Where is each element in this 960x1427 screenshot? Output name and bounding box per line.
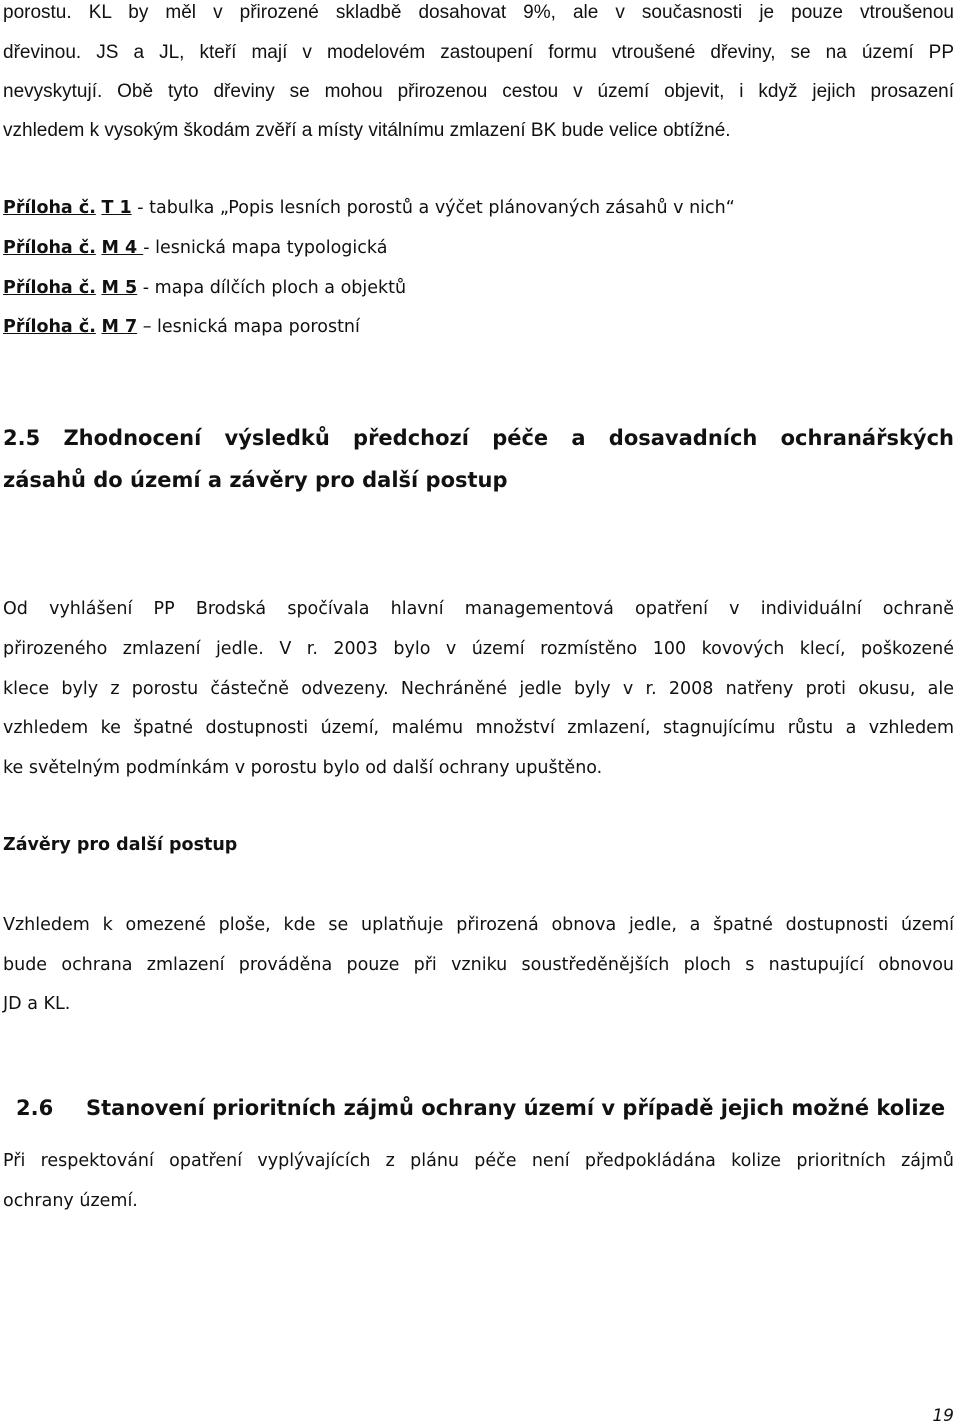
attachment-prefix: Příloha č. — [3, 198, 96, 218]
attachment-item — [3, 316, 360, 338]
conclusion-line: JD a KL. — [3, 994, 71, 1014]
attachment-code: M 5 — [101, 278, 138, 298]
conclusions-subheading: Závěry pro další postup — [3, 835, 238, 855]
section-2-5-paragraph-line: ke světelným podmínkám v porostu bylo od další ochrany upuštěno. — [3, 758, 603, 778]
section-title: Stanovení prioritních zájmů ochrany území v případě jejich možné kolize — [86, 1096, 946, 1120]
attachment-separator: – — [137, 317, 158, 337]
section-2-5-paragraph-line: vzhledem ke špatné dostupnosti území, malému množství zmlazení, stagnujícímu růstu a vzhledem — [3, 718, 954, 738]
section-2-5-paragraph-line: přirozeného zmlazení jedle. V r. 2003 bylo v území rozmístěno 100 kovových klecí, poškozené — [3, 639, 954, 659]
conclusion-line: Vzhledem k omezené ploše, kde se uplatňuje přirozená obnova jedle, a špatné dostupnosti území — [3, 915, 954, 935]
section-heading-2-6 — [3, 1095, 954, 1121]
attachment-separator: - — [131, 198, 150, 218]
section-heading-2-5-line-2: zásahů do území a závěry pro další postup — [3, 468, 508, 492]
section-2-6-paragraph-line: ochrany území. — [3, 1191, 138, 1211]
attachment-code: M 7 — [101, 317, 138, 337]
attachment-item — [3, 277, 406, 299]
attachment-prefix: Příloha č. — [3, 238, 96, 258]
attachment-code: T 1 — [101, 198, 132, 218]
attachment-item — [3, 197, 735, 219]
section-2-6-paragraph-line: Při respektování opatření vyplývajících z plánu péče není předpokládána kolize prioritních zájmů — [3, 1151, 954, 1171]
page-number: 19 — [932, 1406, 954, 1426]
intro-line-3: nevyskytují. Obě tyto dřeviny se mohou přirozenou cestou v území objevit, i když jejich prosazení — [3, 81, 954, 102]
intro-line-2: dřevinou. JS a JL, kteří mají v modelovém zastoupení formu vtroušené dřeviny, se na území PP — [3, 42, 954, 63]
attachment-code: M 4 — [101, 238, 144, 258]
conclusion-line: bude ochrana zmlazení prováděna pouze při vzniku soustředěnějších ploch s nastupující obnovou — [3, 955, 954, 975]
attachment-prefix: Příloha č. — [3, 278, 96, 298]
intro-line-1: porostu. KL by měl v přirozené skladbě dosahovat 9%, ale v současnosti je pouze vtroušenou — [3, 2, 954, 23]
attachment-separator: - — [143, 238, 156, 258]
section-number: 2.6 — [16, 1096, 54, 1120]
attachment-text: mapa dílčích ploch a objektů — [154, 278, 407, 298]
section-2-5-paragraph-line: Od vyhlášení PP Brodská spočívala hlavní managementová opatření v individuální ochraně — [3, 599, 954, 619]
attachment-separator: - — [137, 278, 155, 298]
section-2-5-paragraph-line: klece byly z porostu částečně odvezeny. Nechráněné jedle byly v r. 2008 natřeny proti okusu, ale — [3, 679, 954, 699]
attachment-item — [3, 237, 387, 259]
attachment-text: lesnická mapa porostní — [157, 317, 360, 337]
intro-line-4: vzhledem k vysokým škodám zvěří a místy vitálnímu zmlazení BK bude velice obtížné. — [3, 120, 731, 141]
attachment-prefix: Příloha č. — [3, 317, 96, 337]
section-heading-2-5-line-1: 2.5 Zhodnocení výsledků předchozí péče a dosavadních ochranářských — [3, 426, 954, 450]
attachment-text: lesnická mapa typologická — [155, 238, 388, 258]
attachment-text: tabulka „Popis lesních porostů a výčet plánovaných zásahů v nich“ — [149, 198, 735, 218]
